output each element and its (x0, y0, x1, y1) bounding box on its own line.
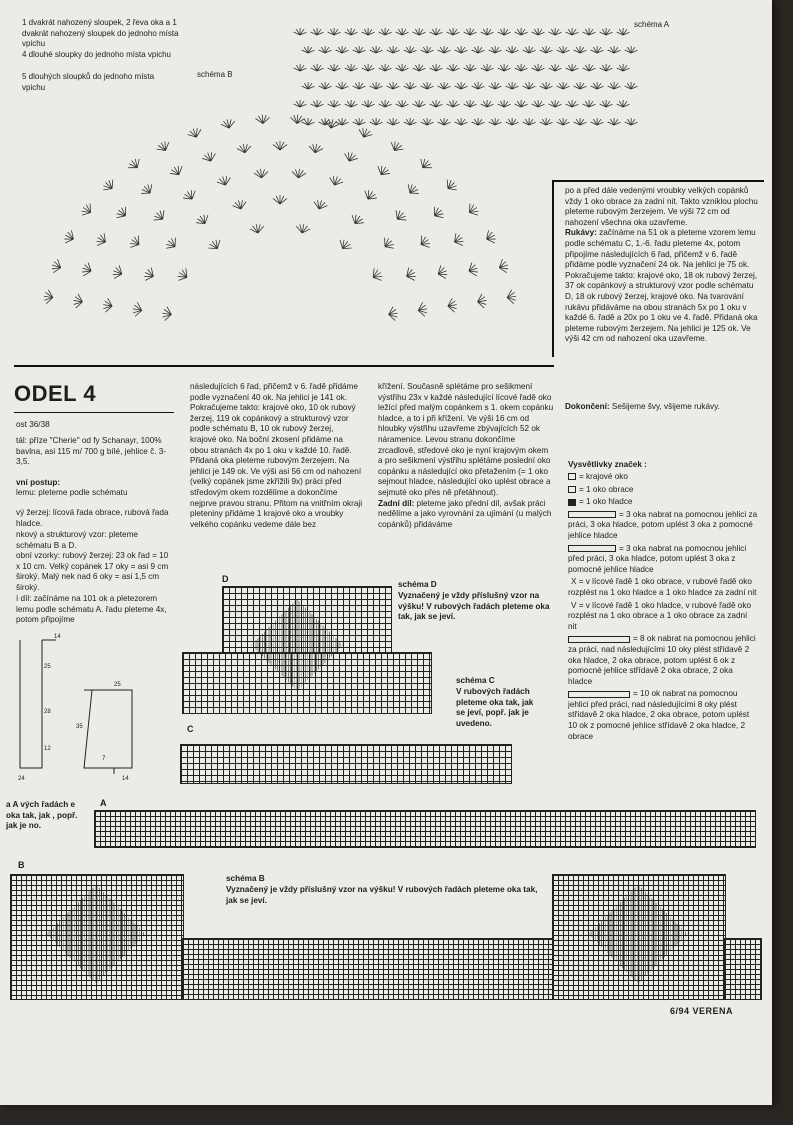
legend-symbol (568, 691, 630, 698)
zerzej-text: vý žerzej: lícová řada obrace, rubová řada hladce. (16, 508, 169, 528)
scheme-b-label: schéma B (197, 70, 233, 79)
legend-text: = 1 oko obrace (579, 484, 634, 494)
stitch-stroke (407, 276, 415, 280)
legend-symbol (568, 486, 576, 493)
stitch-stroke (178, 277, 186, 280)
legend-text: X = v lícové řadě 1 oko obrace, v rubové řadě oko rozplést na 1 oko hladce a 1 oko hladce za zadní nit (568, 577, 757, 597)
diag-top-b: 25 (114, 682, 121, 688)
legend-symbol (568, 511, 616, 518)
note-2: 4 dlouhé sloupky do jednoho místa vpichu (22, 50, 171, 59)
scheme-b-note: Vyznačený je vždy příslušný vzor na výšku! V rubových řadách pleteme oka tak, jak se jeví. (226, 885, 538, 905)
copankovy-text: nkový a strukturový vzor: pleteme schématu B a D. (16, 530, 138, 550)
column-3-text: křížení. Současně splétáme pro sešikmení výstřihu 23x v každé následující lícové řadě oko ležící před malým copánkem s 1. okem copánku hladce, a to i při křížení. Ve výši 16 cm od hloubky výstřihu uzavřeme zbývajících 52 ok náramenice. Levou stranu dokončíme zrcadlově, středové oko je nyní krajovým okem a pro sešikmení výstřihu splétáme poslední oko copánku a následující oko přetažením (= 1 oko sejmout hladce, následující oko uplést obrace a sejmuté oko přes ně přetáhnout). Zadní díl: pleteme jako přední díl, avšak práci nedělíme a jako vyrovnání za ujímání (u malých copánků) přidáváme (378, 382, 554, 529)
legend-item (568, 577, 758, 598)
stitch-stroke (421, 159, 423, 168)
vzorky-text: obní vzorky: rubový žerzej: 23 ok řad = 10 x 10 cm. Velký copánek 17 oky = asi 9 cm široký. Malý nek nad 6 oky = asi 1,5 cm široký. (16, 551, 169, 592)
stitch-stroke (378, 166, 381, 174)
stitch-stroke (97, 242, 106, 243)
chart-separator (14, 365, 554, 367)
stitch-stroke (117, 216, 126, 218)
postup-label: vní postup: (16, 478, 61, 487)
legend-title: Vysvětlivky značek : (568, 460, 647, 469)
stitch-stroke (340, 240, 343, 249)
scheme-c-title: schéma C (456, 676, 495, 685)
model-title: ODEL 4 (14, 381, 97, 406)
legend-symbol (568, 636, 630, 643)
stitch-stroke (397, 219, 406, 220)
legend-list (568, 472, 758, 744)
legend-text: = 3 oka nabrat na pomocnou jehlici před práci, 3 oka hladce, potom uplést 3 oka z pomocné jehlice hladce (568, 543, 747, 574)
stitch-stroke (421, 245, 430, 248)
legend-text: = 10 ok nabrat na pomocnou jehlici před práci, nad následujícími 8 oky plést střídavě 2 oka hladce, 2 oka obrace, potom uplést 10 ok z pomocné jehlice střídavě 2 oka hladce, 2 obrace (568, 689, 750, 741)
scheme-b-grid-edge (724, 938, 762, 1000)
legend-text: = 1 oko hladce (579, 497, 633, 507)
legend-item (568, 485, 758, 496)
stitch-stroke (65, 239, 73, 243)
stitch-stroke (130, 245, 139, 248)
scheme-d-title: schéma D (398, 580, 437, 589)
note-1: 1 dvakrát nahozený sloupek, 2 řeva oka a 1 dvakrát nahozený sloupek do jednoho místa vpichu (22, 18, 179, 49)
legend-text: = 8 ok nabrat na pomocnou jehlici za práci, nad následujícími 10 oky plést střídavě 2 oka hladce, 2 oka obrace, potom uplést 6 ok z pomocné jehlice střídavě 2 oka obrace, 2 oka hladce (568, 634, 756, 686)
stitch-stroke (385, 247, 394, 249)
dokonceni-text: Dokončení: Sešijeme švy, všijeme rukávy. (565, 402, 720, 411)
diag-side-4: 12 (44, 746, 51, 752)
scheme-d-note: Vyznačený je vždy příslušný vzor na výšku! V rubových řadách pleteme oka tak, jak se jeví. (398, 591, 550, 622)
legend-symbol (568, 545, 616, 552)
model-size: ost 36/38 (16, 420, 50, 429)
legend-text: = krajové oko (579, 472, 628, 481)
stitch-stroke (145, 276, 153, 280)
legend-item (568, 472, 758, 483)
stitch-stroke (166, 142, 169, 150)
stitch-stroke (448, 189, 457, 190)
scheme-b-letter: B (18, 860, 25, 870)
stitch-stroke (154, 219, 163, 220)
stitch-stroke (365, 191, 368, 199)
stitch-stroke (396, 210, 397, 219)
scheme-a-letter: A (100, 798, 107, 808)
diag-bottom-1: 24 (18, 776, 25, 782)
legend-item (568, 689, 758, 742)
stitch-stroke (103, 189, 112, 190)
scheme-c-note: V rubových řadách pleteme oka tak, jak se jeví, popř. jak je uvedeno. (456, 687, 534, 728)
stitch-stroke (435, 216, 444, 218)
right-column-text: po a před dále vedenými vroubky velkých copánků vždy 1 oko obrace za zadní nit. Takto vzniklou plochu pleteme rubovým žerzejem. Ve výši 72 cm od nahození všechna oka uzavřeme. Rukávy: začínáme na 51 ok a pleteme vzorem lemu podle schématu C, 1.-6. řadu pleteme 4x, potom připojíme následujících 6 řad, přičemž v 6. řadě přidáme podle vyznačení 24 ok. Na jehlici je 75 ok. Pokračujeme takto: krajové oko, 18 ok rubový žerzej, 37 ok copánkový a strukturový vzor podle schématu D, 18 ok rubový žerzej, krajové oko. Na tvarování rukávu přidáváme na obou stranách 5x po 1 oku v každé 6. řadě a 20x po 1 oku ve 4. řadě. Přidaná oka pleteme rubovým žerzejem. Na jehlici je 125 ok. Ve výši 42 cm od nahození oka uzavřeme. (565, 186, 758, 344)
diag-top-a: 14 (54, 634, 61, 640)
legend-item (568, 510, 758, 542)
stitch-stroke (352, 215, 355, 224)
note-3: 5 dlouhých sloupků do jednoho místa vpichu (22, 72, 155, 92)
title-underline (14, 412, 174, 413)
page-footer: 6/94 VERENA (670, 1006, 734, 1016)
legend-item (568, 601, 758, 633)
stitch-stroke (487, 239, 495, 243)
scheme-c-grid (180, 744, 512, 784)
stitch-stroke (166, 247, 175, 249)
stitch-stroke (469, 213, 478, 216)
dil-text: í díl: začínáme na 101 ok a pletezorem lemu podle schématu A. řadu pleteme 4x, potom připojíme (16, 594, 167, 625)
scheme-b-title: schéma B (226, 874, 265, 883)
diag-side-3: 35 (76, 724, 83, 730)
diag-bottom-3: 7 (102, 756, 106, 762)
column-2-text: následujících 6 řad, přičemž v 6. řadě přidáme podle vyznačení 40 ok. Na jehlici je 141 ok. Pokračujeme takto: krajové oko, 10 ok rubový žerzej, 119 ok copánkový a strukturový vzor podle schématu B, 10 ok rubový žerzej, krajové oko. Na boční zkosení přidáme na obou stranách 4x po 1 oku v každé 10. řadě. Přidaná oka pleteme rubovým žerzejem. Na jehlici je 149 ok. Ve výši asi 56 cm od nahození (velký copánek jsme zkřížili 9x) práci před středovým okem rozdělíme a dokončíme nejprve pravou stranu. Přitom na vnitřním okraji pleteniny přidáme 1 krajové oko a vroubky velkého copánku vedeme dále bez (190, 382, 363, 529)
stitch-stroke (163, 210, 164, 219)
scheme-a-label: schéma A (634, 20, 670, 29)
stitch-stroke (373, 277, 381, 280)
lem-text: lemu: pleteme podle schématu (16, 488, 128, 497)
stitch-stroke (137, 159, 139, 168)
diag-bottom-2: 14 (122, 776, 129, 782)
legend-text: = 3 oka nabrat na pomocnou jehlici za práci, 3 oka hladce, potom uplést 3 oka z pomocné jehlice hladce (568, 509, 758, 540)
stitch-stroke (205, 215, 208, 224)
scheme-d-letter: D (222, 574, 229, 584)
garment-shape-diagram (14, 628, 144, 783)
stitch-stroke (112, 180, 113, 189)
scheme-c-letter: C (187, 724, 194, 734)
stitch-stroke (454, 242, 462, 245)
stitch-stroke (150, 184, 152, 193)
stitch-stroke (97, 242, 105, 245)
scheme-a-note: a A vých řadách e oka tak, jak , popř. jak je no. (6, 800, 78, 831)
legend-text: V = v lícové řadě 1 oko hladce, v rubové řadě oko rozplést na 1 oko obrace a 1 oko obrace za zadní nit (568, 600, 752, 631)
model-material: tál: příze "Cherie" od fy Schanayr, 100% bavlna, asi 115 m/ 700 g bílé, jehlice č. 3-3,5. (16, 436, 167, 467)
stitch-stroke (192, 191, 195, 199)
legend-symbol (568, 473, 576, 480)
scheme-a-grid (94, 810, 756, 848)
legend-item (568, 497, 758, 508)
legend-item (568, 544, 758, 576)
stitch-stroke (447, 180, 448, 189)
stitch-stroke (217, 240, 220, 249)
diag-side-2: 28 (44, 709, 51, 715)
stitch-stroke (179, 166, 182, 174)
legend-symbol (568, 499, 576, 506)
stitch-stroke (82, 213, 91, 216)
scheme-b-grid-middle (182, 938, 554, 1000)
legend-item (568, 634, 758, 687)
diag-side-1: 25 (44, 664, 51, 670)
stitch-stroke (408, 184, 410, 193)
stitch-stroke (391, 142, 394, 150)
